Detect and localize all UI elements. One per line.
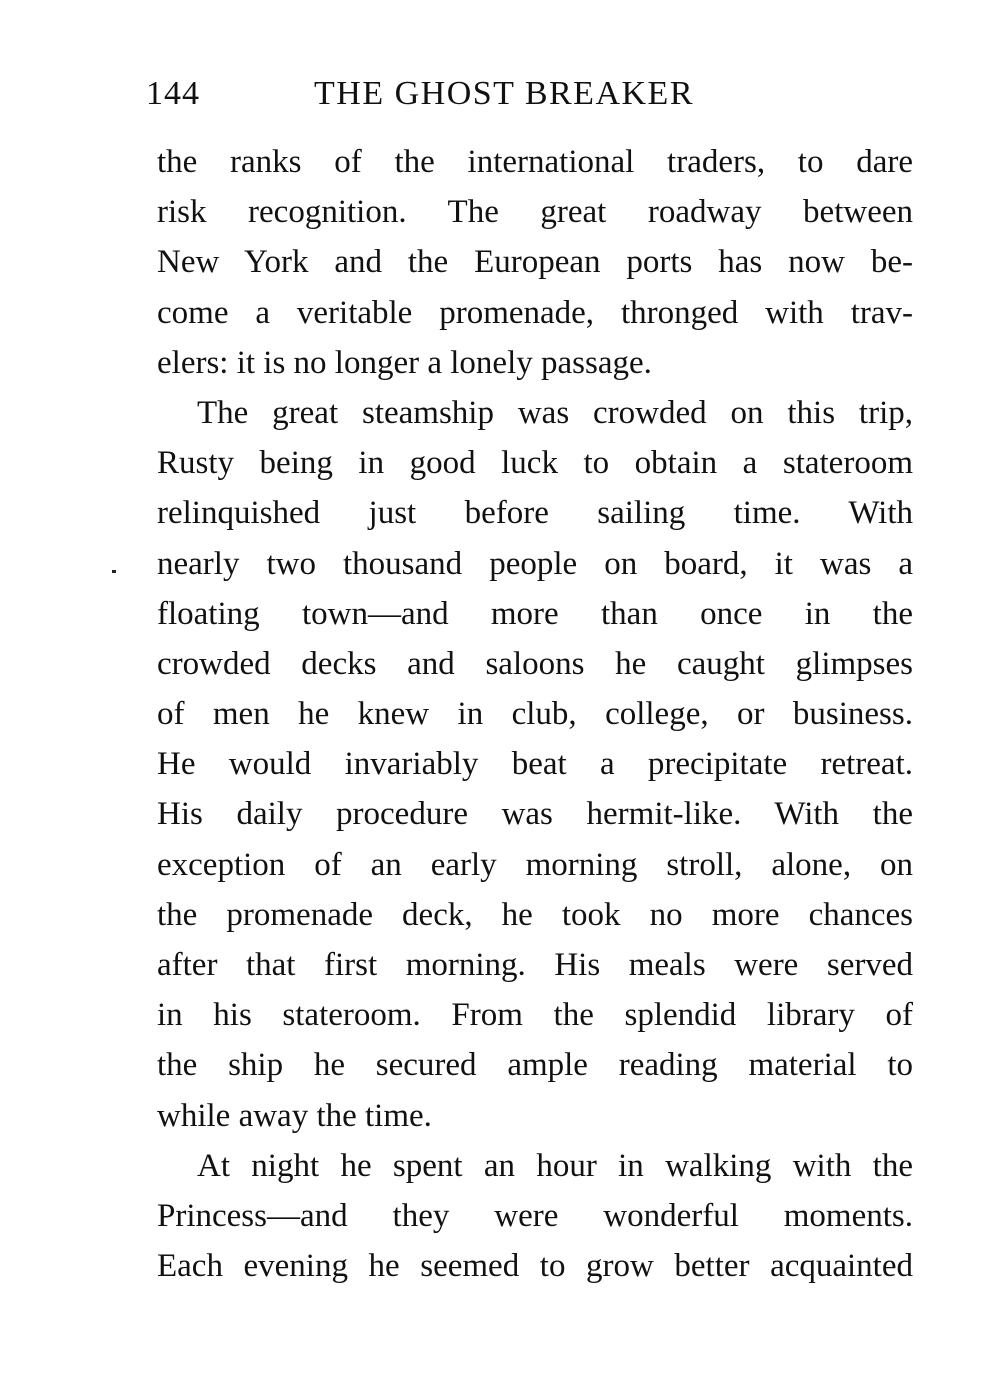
running-title: THE GHOST BREAKER bbox=[314, 75, 694, 112]
paragraph bbox=[157, 1141, 913, 1292]
text-line: floating town—and more than once in the bbox=[157, 595, 913, 632]
text-line: He would invariably beat a precipitate retreat. bbox=[157, 746, 913, 783]
paragraph bbox=[157, 137, 913, 388]
text-line: the promenade deck, he took no more chances bbox=[157, 896, 913, 933]
page-header bbox=[146, 72, 926, 116]
body-text bbox=[157, 137, 913, 1291]
text-line: while away the time. bbox=[157, 1097, 432, 1134]
text-line: Each evening he seemed to grow better acquainted bbox=[157, 1248, 913, 1285]
text-line: relinquished just before sailing time. With bbox=[157, 495, 913, 532]
text-line: of men he knew in club, college, or business. bbox=[157, 696, 913, 733]
text-line: At night he spent an hour in walking with the bbox=[197, 1147, 913, 1184]
text-line: the ship he secured ample reading material to bbox=[157, 1047, 913, 1084]
text-line: risk recognition. The great roadway between bbox=[157, 194, 913, 231]
text-line: elers: it is no longer a lonely passage. bbox=[157, 344, 652, 381]
margin-mark bbox=[112, 570, 116, 573]
text-line: in his stateroom. From the splendid library of bbox=[157, 997, 913, 1034]
text-line: the ranks of the international traders, to dare bbox=[157, 144, 913, 180]
paragraph bbox=[157, 388, 913, 1141]
text-line: Rusty being in good luck to obtain a stateroom bbox=[157, 445, 913, 482]
text-line: after that first morning. His meals were served bbox=[157, 947, 913, 983]
text-line: crowded decks and saloons he caught glimpses bbox=[157, 645, 913, 682]
text-line: exception of an early morning stroll, alone, on bbox=[157, 846, 913, 883]
text-line: Princess—and they were wonderful moments. bbox=[157, 1197, 913, 1234]
text-line: The great steamship was crowded on this trip, bbox=[197, 394, 913, 431]
text-line: come a veritable promenade, thronged with trav- bbox=[157, 294, 913, 331]
text-line: New York and the European ports has now be- bbox=[157, 244, 913, 281]
text-line: His daily procedure was hermit-like. With the bbox=[157, 796, 913, 833]
text-line: nearly two thousand people on board, it was a bbox=[157, 545, 913, 582]
page-number: 144 bbox=[146, 75, 200, 112]
